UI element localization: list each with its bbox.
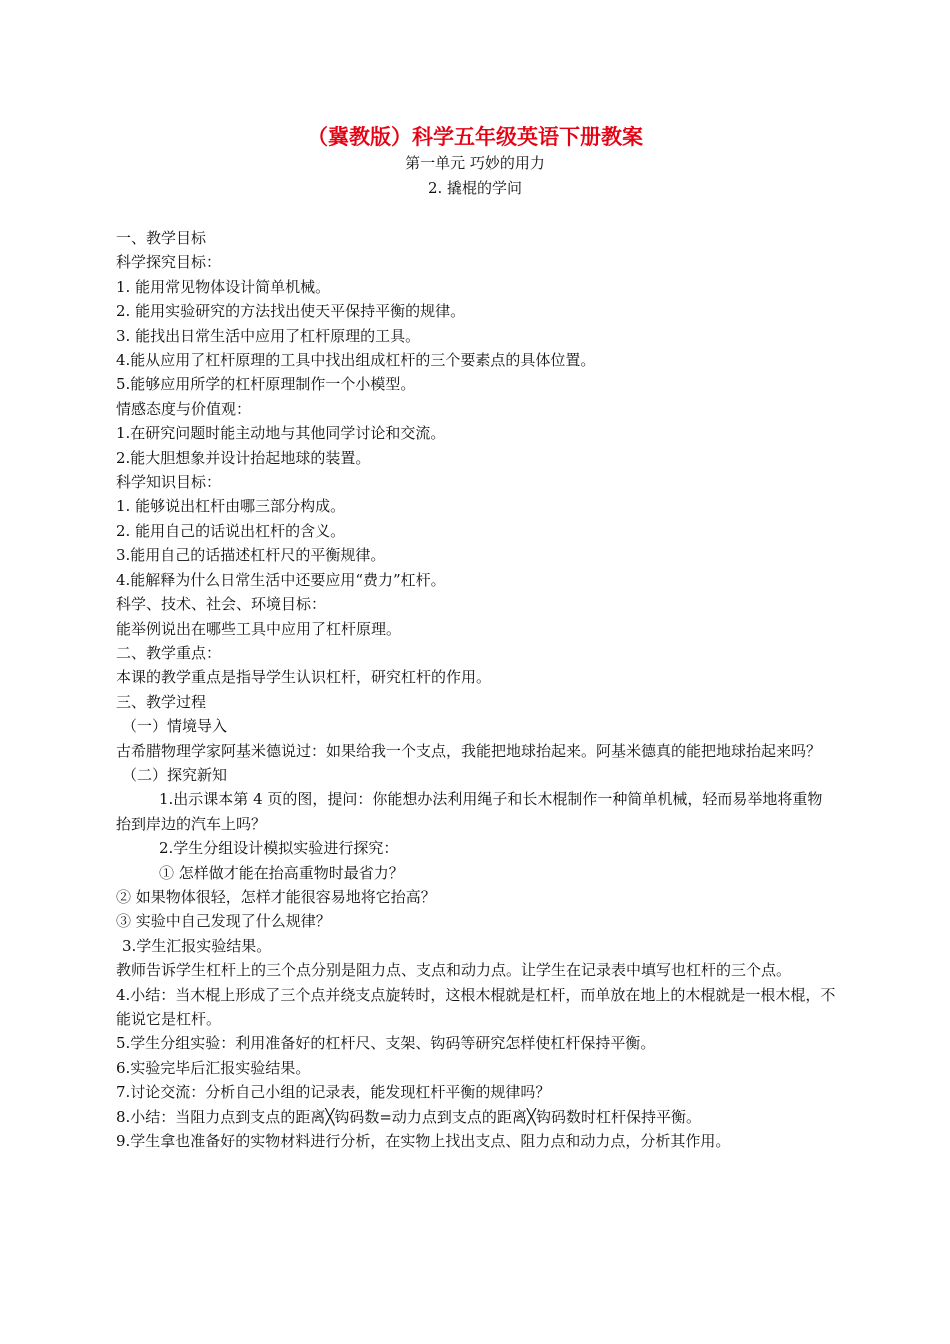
inquiry-goal-item: 3. 能找出日常生活中应用了杠杆原理的工具。	[116, 326, 421, 345]
process-step: 1.出示课本第 4 页的图，提问：你能想办法利用绳子和长木棍制作一种简单机械，轻而易举地将重物抬到岸边的汽车上吗？	[116, 790, 823, 833]
knowledge-goal-item: 4.能解释为什么日常生活中还要应用“费力”杠杆。	[116, 570, 446, 589]
process-step: 2.学生分组设计模拟实验进行探究：	[159, 839, 399, 858]
section-heading-key-points: 二、教学重点：	[116, 643, 222, 662]
knowledge-goal-item: 1. 能够说出杠杆由哪三部分构成。	[116, 497, 346, 516]
subsection-heading-explore: （二）探究新知	[122, 765, 228, 784]
knowledge-goals-heading: 科学知识目标：	[116, 473, 222, 492]
inquiry-goal-item: 5.能够应用所学的杠杆原理制作一个小模型。	[116, 375, 416, 394]
intro-paragraph: 古希腊物理学家阿基米德说过：如果给我一个支点，我能把地球抬起来。阿基米德真的能把地球抬起来吗？	[116, 741, 822, 760]
inquiry-goals-heading: 科学探究目标：	[116, 253, 222, 272]
inquiry-question: ① 怎样做才能在抬高重物时最省力？	[159, 863, 404, 882]
lesson-body	[116, 226, 836, 1153]
knowledge-goal-item: 2. 能用自己的话说出杠杆的含义。	[116, 521, 346, 540]
document-title: （冀教版）科学五年级英语下册教案	[307, 125, 643, 149]
key-points-text: 本课的教学重点是指导学生认识杠杆，研究杠杆的作用。	[116, 668, 492, 687]
attitude-goals-heading: 情感态度与价值观：	[116, 399, 252, 418]
inquiry-goal-item: 4.能从应用了杠杆原理的工具中找出组成杠杆的三个要素点的具体位置。	[116, 351, 596, 370]
process-step: 3.学生汇报实验结果。	[122, 936, 272, 955]
inquiry-question: ③ 实验中自己发现了什么规律？	[116, 912, 331, 931]
inquiry-goal-item: 1. 能用常见物体设计简单机械。	[116, 277, 331, 296]
attitude-goal-item: 1.在研究问题时能主动地与其他同学讨论和交流。	[116, 424, 446, 443]
sts-goals-heading: 科学、技术、社会、环境目标：	[116, 595, 327, 614]
sts-goal-item: 能举例说出在哪些工具中应用了杠杆原理。	[116, 619, 402, 638]
subsection-heading-intro: （一）情境导入	[122, 717, 228, 736]
process-step: 7.讨论交流：分析自己小组的记录表，能发现杠杆平衡的规律吗？	[116, 1083, 551, 1102]
teacher-paragraph: 教师告诉学生杠杆上的三个点分别是阻力点、支点和动力点。让学生在记录表中填写也杠杆的三个点。	[116, 961, 792, 980]
process-step: 6.实验完毕后汇报实验结果。	[116, 1058, 311, 1077]
process-step: 8.小结：当阻力点到支点的距离╳钩码数=动力点到支点的距离╳钩码数时杠杆保持平衡。	[116, 1107, 701, 1126]
process-step: 9.学生拿也准备好的实物材料进行分析，在实物上找出支点、阻力点和动力点，分析其作用。	[116, 1132, 731, 1151]
process-step: 4.小结：当木棍上形成了三个点并绕支点旋转时，这根木棍就是杠杆，而单放在地上的木棍就是一根木棍，不能说它是杠杆。	[116, 985, 836, 1028]
unit-heading: 第一单元 巧妙的用力	[405, 154, 545, 172]
inquiry-goal-item: 2. 能用实验研究的方法找出使天平保持平衡的规律。	[116, 302, 466, 321]
knowledge-goal-item: 3.能用自己的话描述杠杆尺的平衡规律。	[116, 546, 386, 565]
section-heading-objectives: 一、教学目标	[116, 229, 207, 247]
lesson-heading: 2. 撬棍的学问	[427, 179, 523, 197]
section-heading-process: 三、教学过程	[116, 692, 207, 711]
inquiry-question: ② 如果物体很轻，怎样才能很容易地将它抬高？	[116, 887, 436, 906]
process-step: 5.学生分组实验：利用准备好的杠杆尺、支架、钩码等研究怎样使杠杆保持平衡。	[116, 1034, 656, 1053]
attitude-goal-item: 2.能大胆想象并设计抬起地球的装置。	[116, 448, 371, 467]
